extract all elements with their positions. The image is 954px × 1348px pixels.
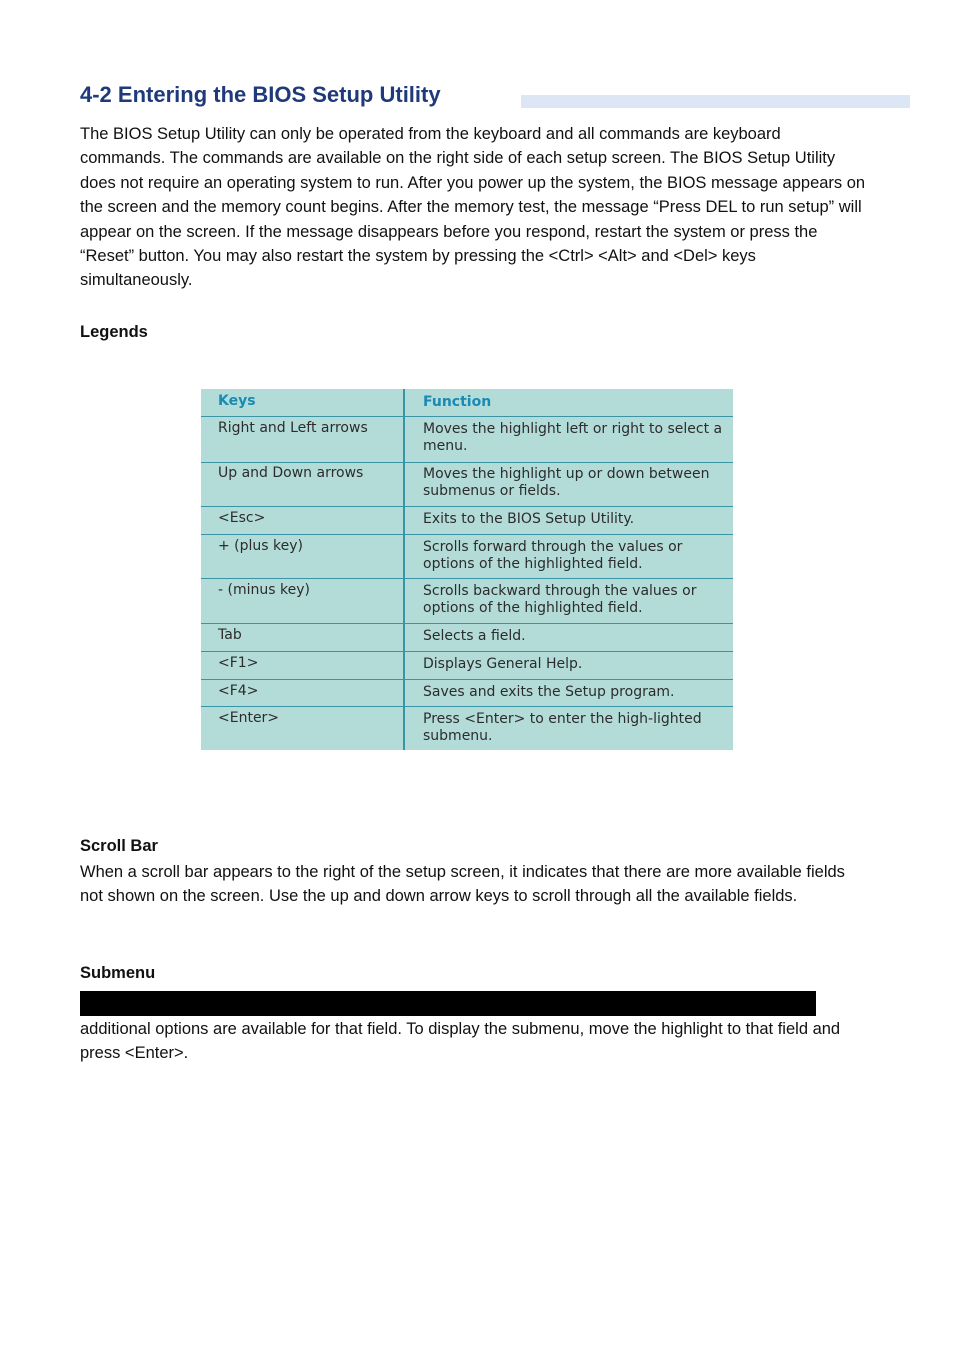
table-row	[201, 707, 733, 750]
row-function: Selects a field.	[423, 628, 526, 644]
submenu-paragraph: additional options are available for that field. To display the submenu, move the highlight to that field and press <Enter>.	[80, 1020, 841, 1063]
row-key: - (minus key)	[218, 582, 310, 598]
row-key: Tab	[218, 627, 242, 643]
row-function: Moves the highlight up or down between submenus or fields.	[423, 466, 710, 499]
submenu-label: Submenu	[80, 964, 156, 982]
row-key: + (plus key)	[218, 538, 304, 554]
row-function: Moves the highlight left or right to select a menu.	[423, 421, 723, 454]
table-row	[201, 579, 733, 624]
row-key: <Enter>	[218, 710, 280, 726]
row-key: <Esc>	[218, 510, 266, 526]
table-row	[201, 535, 733, 579]
legend-table	[201, 389, 733, 750]
row-function: Displays General Help.	[423, 656, 583, 672]
column-divider	[403, 389, 405, 750]
header-function: Function	[423, 394, 492, 410]
table-row	[201, 624, 733, 652]
table-row	[201, 507, 733, 535]
row-function: Press <Enter> to enter the high-lighted submenu.	[423, 711, 702, 744]
scroll-bar-paragraph: When a scroll bar appears to the right of the setup screen, it indicates that there are more available fields not shown on the screen. Use the up and down arrow keys to scroll through all the available fields.	[80, 863, 845, 906]
table-row	[201, 417, 733, 463]
row-key: <F4>	[218, 683, 259, 699]
row-function: Saves and exits the Setup program.	[423, 684, 675, 700]
legends-label: Legends	[80, 323, 148, 341]
header-keys: Keys	[218, 393, 256, 409]
table-row	[201, 463, 733, 507]
row-function: Exits to the BIOS Setup Utility.	[423, 511, 635, 527]
scroll-bar-label: Scroll Bar	[80, 837, 158, 855]
heading-decoration-bar	[521, 95, 910, 108]
row-key: <F1>	[218, 655, 259, 671]
row-key: Right and Left arrows	[218, 420, 368, 436]
table-header-row	[201, 389, 733, 417]
row-function: Scrolls backward through the values or options of the highlighted field.	[423, 583, 697, 616]
section-heading: 4-2 Entering the BIOS Setup Utility	[80, 82, 441, 107]
intro-paragraph: The BIOS Setup Utility can only be operated from the keyboard and all commands are keyboard commands. The commands are available on the right side of each setup screen. The BIOS Setup Utility does not require an operating system to run. After you power up the system, the BIOS message appears on the screen and the memory count begins. After the memory test, the message “Press DEL to run setup” will appear on the screen. If the message disappears before you respond, restart the system or press the “Reset” button. You may also restart the system by pressing the <Ctrl> <Alt> and <Del> keys simultaneously.	[80, 125, 866, 290]
row-key: Up and Down arrows	[218, 465, 364, 481]
redaction-bar	[80, 991, 816, 1016]
table-row	[201, 680, 733, 707]
row-function: Scrolls forward through the values or options of the highlighted field.	[423, 539, 683, 572]
table-row	[201, 652, 733, 680]
